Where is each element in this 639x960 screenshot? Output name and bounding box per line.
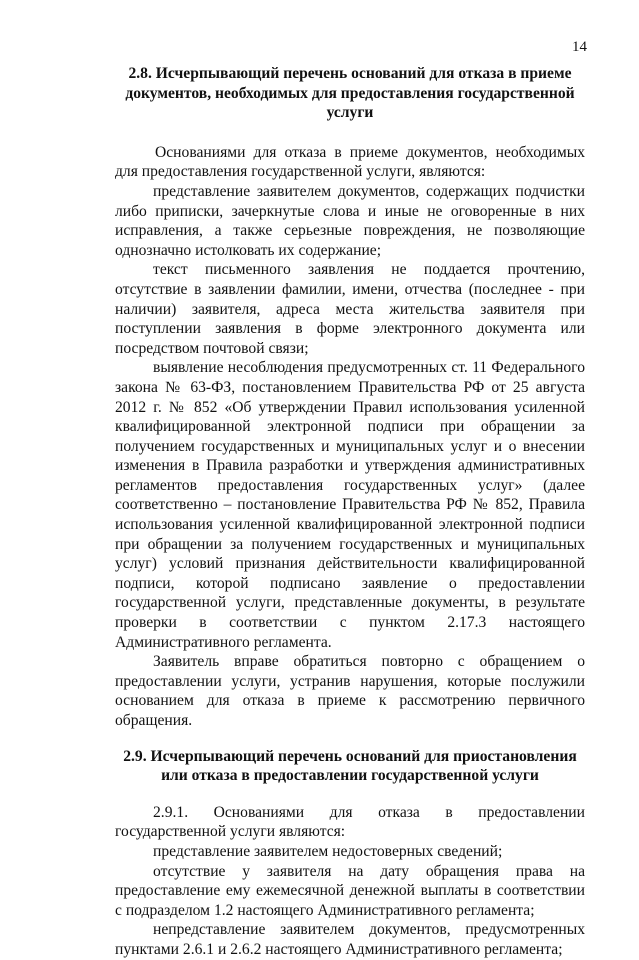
section-2-8-heading: 2.8. Исчерпывающий перечень оснований для отказа в приеме документов, необходимых для предоставления государственной услуги xyxy=(125,65,575,122)
section-2-9-paragraph: 2.9.1. Основаниями для отказа в предоставлении государственной услуги являются: xyxy=(115,803,585,841)
document-body xyxy=(115,64,585,960)
section-2-8-paragraph: представление заявителем документов, содержащих подчистки либо приписки, зачеркнутые слова и иные не оговоренные в них исправления, а также серьезные повреждения, не позволяющие однозначно истолковать их содержание; xyxy=(115,182,585,259)
page-number: 14 xyxy=(572,39,587,55)
section-2-9-paragraph: отсутствие у заявителя на дату обращения права на предоставление ему ежемесячной денежной выплаты в соответствии с подразделом 1.2 настоящего Административного регламента; xyxy=(115,862,585,919)
section-2-9-paragraph: непредставление заявителем документов, предусмотренных пунктами 2.6.1 и 2.6.2 настоящего Административного регламента; xyxy=(115,921,585,958)
section-2-9-paragraph: представление заявителем недостоверных сведений; xyxy=(153,842,503,860)
section-2-8-paragraph: выявление несоблюдения предусмотренных ст. 11 Федерального закона № 63-ФЗ, постановлением Правительства РФ от 25 августа 2012 г. № 852 «Об утверждении Правил использования усиленной квалифицированной электронной подписи при обращении за получением государственных и муниципальных услуг и о внесении изменения в Правила разработки и утверждения административных регламентов предоставления государственных услуг» (далее соответственно – постановление Правительства РФ № 852, Правила использования усиленной квалифицированной электронной подписи при обращении за получением государственных и муниципальных услуг) условий признания действительности квалифицированной подписи, которой подписано заявление о предоставлении государственной услуги, представленные документы, в результате проверки в соответствии с пунктом 2.17.3 настоящего Административного регламента. xyxy=(115,359,585,651)
section-2-9-heading: 2.9. Исчерпывающий перечень оснований для приостановления или отказа в предоставлении государственной услуги xyxy=(123,747,577,785)
section-2-8-paragraph: текст письменного заявления не поддается прочтению, отсутствие в заявлении фамилии, имени, отчества (последнее - при наличии) заявителя, адреса места жительства заявителя при поступлении заявления в форме электронного документа или посредством почтовой связи; xyxy=(115,261,585,357)
section-2-8-paragraph: Основаниями для отказа в приеме документов, необходимых для предоставления государственной услуги, являются: xyxy=(115,143,585,181)
section-2-8-paragraph: Заявитель вправе обратиться повторно с обращением о предоставлении услуги, устранив нарушения, которые послужили основанием для отказа в приеме к рассмотрению первичного обращения. xyxy=(115,653,585,729)
